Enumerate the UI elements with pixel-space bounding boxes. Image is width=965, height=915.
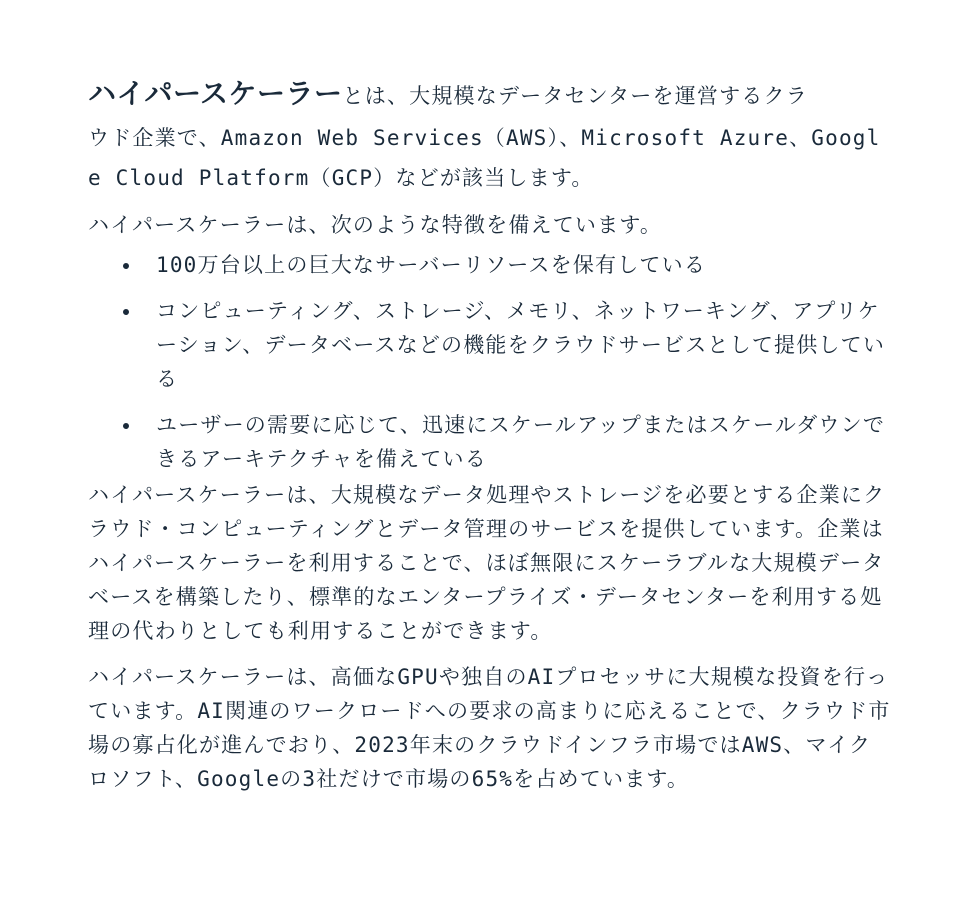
usage-paragraph: ハイパースケーラーは、大規模なデータ処理やストレージを必要とする企業にクラウド・コンピューティングとデータ管理のサービスを提供しています。企業はハイパースケーラーを利用することで、ほぼ無限にスケーラブルな大規模データベースを構築したり、標準的なエンタープライズ・データセンターを利用する処理の代わりとしても利用することができます。 xyxy=(88,483,886,643)
document-body xyxy=(88,74,892,796)
ai-investment-paragraph: ハイパースケーラーは、高価なGPUや独自のAIプロセッサに大規模な投資を行っています。AI関連のワークロードへの要求の高まりに応えることで、クラウド市場の寡占化が進んでおり、2023年末のクラウドインフラ市場ではAWS、マイクロソフト、Googleの3社だけで市場の65%を占めています。 xyxy=(88,665,891,791)
list-item xyxy=(88,408,892,476)
intro-paragraph xyxy=(88,74,892,198)
bullet-icon xyxy=(123,309,129,315)
list-item xyxy=(88,294,892,396)
feature-text: コンピューティング、ストレージ、メモリ、ネットワーキング、アプリケーション、データベースなどの機能をクラウドサービスとして提供している xyxy=(156,299,886,391)
bullet-icon xyxy=(123,263,129,269)
features-list xyxy=(88,248,892,476)
list-item xyxy=(88,248,892,282)
bullet-icon xyxy=(123,423,129,429)
defined-term: ハイパースケーラー xyxy=(88,77,343,110)
intro-definition-rest: ウド企業で、Amazon Web Services（AWS）、Microsoft Azure、Google Cloud Platform（GCP）などが該当します。 xyxy=(88,126,881,190)
features-lead-paragraph: ハイパースケーラーは、次のような特徴を備えています。 xyxy=(88,213,663,237)
feature-text: 100万台以上の巨大なサーバーリソースを保有している xyxy=(156,253,707,277)
feature-text: ユーザーの需要に応じて、迅速にスケールアップまたはスケールダウンできるアーキテクチャを備えている xyxy=(156,413,886,471)
intro-definition-start: とは、大規模なデータセンターを運営するクラ xyxy=(342,84,808,108)
